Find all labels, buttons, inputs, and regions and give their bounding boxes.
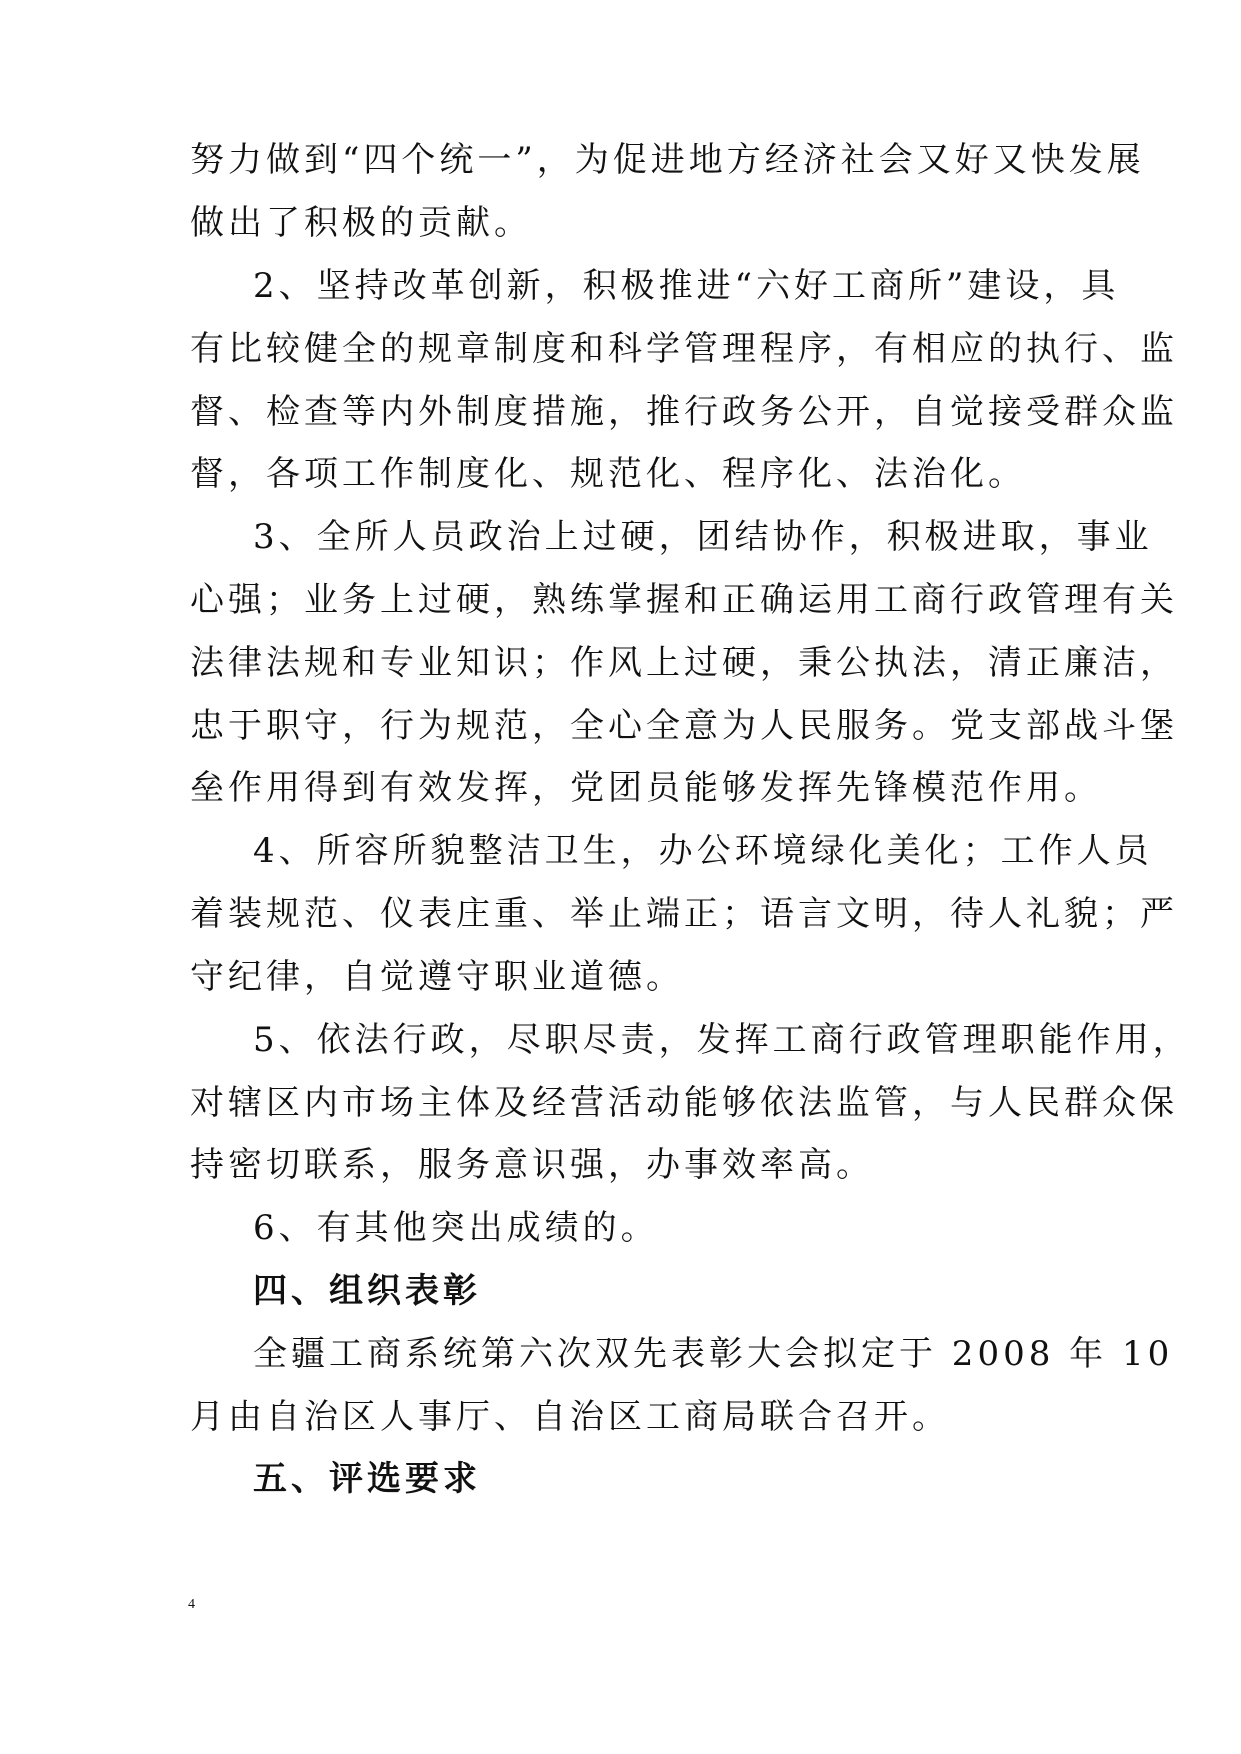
paragraph-line: 垒作用得到有效发挥，党团员能够发挥先锋模范作用。	[190, 768, 1102, 808]
paragraph-line: 对辖区内市场主体及经营活动能够依法监管，与人民群众保	[190, 1083, 1178, 1123]
paragraph-line: 持密切联系，服务意识强，办事效率高。	[190, 1145, 874, 1185]
paragraph-line: 3、全所人员政治上过硬，团结协作，积极进取，事业	[253, 517, 1153, 557]
page-number: 4	[188, 1597, 195, 1612]
paragraph-line: 督、检查等内外制度措施，推行政务公开，自觉接受群众监	[190, 392, 1178, 432]
paragraph-line: 守纪律，自觉遵守职业道德。	[190, 957, 684, 997]
section-heading: 四、组织表彰	[253, 1271, 481, 1311]
section-heading: 五、评选要求	[253, 1459, 481, 1499]
paragraph-line: 月由自治区人事厅、自治区工商局联合召开。	[190, 1397, 950, 1437]
paragraph-line: 着装规范、仪表庄重、举止端正；语言文明，待人礼貌；严	[190, 894, 1178, 934]
paragraph-line: 忠于职守，行为规范，全心全意为人民服务。党支部战斗堡	[190, 706, 1178, 746]
paragraph-line: 努力做到“四个统一”，为促进地方经济社会又好又快发展	[190, 140, 1145, 180]
paragraph-line: 5、依法行政，尽职尽责，发挥工商行政管理职能作用，	[253, 1020, 1191, 1060]
paragraph-line: 心强；业务上过硬，熟练掌握和正确运用工商行政管理有关	[190, 580, 1178, 620]
paragraph-line: 4、所容所貌整洁卫生，办公环境绿化美化；工作人员	[253, 831, 1153, 871]
paragraph-line: 督，各项工作制度化、规范化、程序化、法治化。	[190, 454, 1026, 494]
paragraph-line: 做出了积极的贡献。	[190, 203, 532, 243]
paragraph-line: 6、有其他突出成绩的。	[253, 1208, 659, 1248]
paragraph-line: 法律法规和专业知识；作风上过硬，秉公执法，清正廉洁，	[190, 643, 1178, 683]
paragraph-line: 全疆工商系统第六次双先表彰大会拟定于 2008 年 10	[253, 1334, 1174, 1374]
paragraph-line: 2、坚持改革创新，积极推进“六好工商所”建设，具	[253, 266, 1120, 306]
paragraph-line: 有比较健全的规章制度和科学管理程序，有相应的执行、监	[190, 329, 1178, 369]
